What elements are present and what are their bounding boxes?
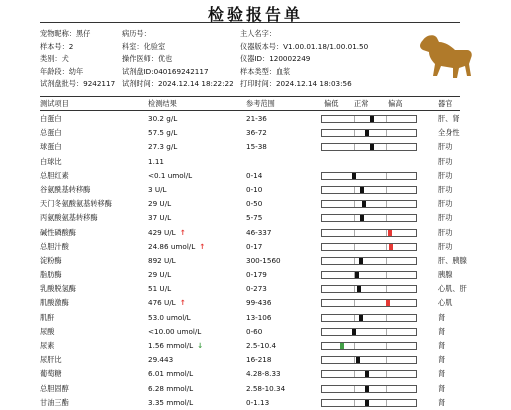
result-value: 37 U/L [148,213,172,223]
range-indicator-bar [321,143,417,151]
test-result [148,226,238,240]
range-marker [356,357,360,363]
range-marker [365,400,369,406]
table-row [40,367,470,381]
reference-range: 0-60 [246,326,263,336]
result-value: 27.3 g/L [148,142,178,152]
reference-range: 0-50 [246,199,263,209]
result-value: 3 U/L [148,184,167,194]
table-row [40,325,470,339]
test-result [148,254,238,268]
range-indicator-bar [321,229,417,237]
organ-label: 心肌 [438,298,453,308]
test-name: 尿酸 [40,326,55,336]
test-name: 尿素 [40,341,55,350]
range-marker [389,244,393,250]
reagent-disc-id-field: 试剂盘ID:040169242117 [122,66,209,76]
test-result [148,353,238,367]
reference-range: 5-75 [246,213,263,223]
range-indicator-bar [321,299,417,307]
test-result [148,296,238,310]
table-row [40,254,470,268]
table-row [40,112,470,126]
result-value: 1.11 [148,156,165,166]
table-row [40,282,470,296]
header-normal: 正常 [354,99,369,108]
header-reference: 参考范围 [246,99,275,108]
header-divider [40,110,460,111]
high-flag-icon: ↑ [199,241,206,251]
info-divider [40,96,460,97]
test-name: 碱性磷酸酶 [40,227,76,237]
range-marker [386,300,390,306]
reference-range: 0-10 [246,184,263,194]
organ-label: 肝功 [438,199,453,209]
test-result [148,396,238,410]
range-marker [370,116,374,122]
range-indicator-bar [321,214,417,222]
test-result [148,325,238,339]
department-field: 科室：化验室 [122,41,166,51]
organ-label: 肾 [438,383,446,393]
results-table [40,112,470,410]
range-indicator-bar [321,172,417,180]
table-row [40,197,470,211]
range-indicator-bar [321,186,417,194]
reference-range: 300-1560 [246,255,281,265]
range-indicator-bar [321,314,417,322]
header-high: 偏高 [388,99,403,108]
test-name: 天门冬氨酸氨基转移酶 [40,199,112,209]
range-marker [340,343,344,349]
range-indicator-bar [321,200,417,208]
table-row [40,353,470,367]
result-value: <10.00 umol/L [148,326,202,336]
report-title: 检验报告单 [207,5,303,24]
test-result [148,211,238,225]
info-row [40,28,420,41]
result-value: 476 U/L [148,298,176,308]
organ-label: 肾 [438,355,446,365]
organ-label: 肝功 [438,213,453,223]
table-row [40,226,470,240]
record-number-field: 病历号： [122,29,151,38]
title-divider [40,22,460,23]
test-name: 谷氨酰基转移酶 [40,184,91,194]
instrument-version-field: 仪器版本号：V1.00.01.18/1.00.01.50 [240,41,369,51]
sample-type-field: 样本类型：血浆 [240,66,291,76]
range-indicator-bar [321,243,417,251]
result-value: 3.35 mmol/L [148,397,194,407]
organ-label: 肝功 [438,156,453,166]
table-row [40,311,470,325]
organ-label: 肝功 [438,142,453,152]
reference-range: 0-273 [246,284,267,294]
organ-label: 肾 [438,341,446,350]
reference-range: 21-36 [246,114,267,123]
table-row [40,396,470,410]
info-row [40,41,420,54]
result-value: 24.86 umol/L [148,241,196,251]
range-indicator-bar [321,257,417,265]
range-marker [352,173,356,179]
test-name: 白蛋白 [40,114,62,123]
range-indicator-bar [321,115,417,123]
test-time-field: 试剂时间：2024.12.14 18:22:22 [122,79,234,88]
range-indicator-bar [321,342,417,350]
result-value: 30.2 g/L [148,114,178,123]
organ-label: 肾 [438,397,446,407]
range-marker [365,371,369,377]
header-result: 检测结果 [148,99,177,108]
result-value: 29 U/L [148,270,172,280]
test-name: 肌酸激酶 [40,298,69,308]
table-row [40,382,470,396]
result-value: 6.28 mmol/L [148,383,194,393]
test-name: 总胆汁酸 [40,241,69,251]
range-marker [355,272,359,278]
owner-name-field: 主人名字： [240,29,276,38]
test-name: 丙氨酸氨基转移酶 [40,213,98,223]
table-row [40,183,470,197]
reference-range: 15-38 [246,142,267,152]
result-value: 51 U/L [148,284,172,294]
test-result [148,240,238,254]
range-indicator-bar [321,129,417,137]
test-result [148,382,238,396]
reference-range: 2.5-10.4 [246,341,277,350]
result-value: 6.01 mmol/L [148,369,194,379]
organ-label: 全身性 [438,128,460,138]
header-organ: 器官 [438,99,453,108]
organ-label: 肝功 [438,170,453,180]
test-result [148,282,238,296]
reference-range: 99-436 [246,298,272,308]
organ-label: 肾 [438,312,446,322]
reference-range: 13-106 [246,312,272,322]
header-item: 测试项目 [40,99,69,108]
organ-label: 肾 [438,369,446,379]
reference-range: 0-17 [246,241,263,251]
info-row [40,66,420,79]
range-indicator-bar [321,370,417,378]
range-marker [365,386,369,392]
test-result [148,197,238,211]
organ-label: 肝、胰腺 [438,255,467,265]
table-row [40,339,470,353]
test-name: 白球比 [40,156,62,166]
test-result [148,367,238,381]
range-marker [365,130,369,136]
test-name: 总胆固醇 [40,383,69,393]
table-header [40,99,460,109]
info-row [40,53,420,66]
result-value: 29 U/L [148,199,172,209]
test-result [148,155,238,169]
test-name: 脂肪酶 [40,270,62,280]
reference-range: 0-1.13 [246,397,270,407]
info-row [40,78,420,91]
instrument-id-field: 仪器ID：120002249 [240,54,311,63]
dog-logo-icon [415,30,477,86]
age-group-field: 年龄段：幼年 [40,66,84,76]
test-name: 甘油三酯 [40,397,69,407]
reference-range: 0-14 [246,170,263,180]
result-value: 57.5 g/L [148,128,178,138]
pet-name-field: 宠物昵称：黑仔 [40,29,91,38]
test-result [148,112,238,126]
reference-range: 2.58-10.34 [246,383,286,393]
test-name: 乳酸脱氢酶 [40,284,76,294]
range-marker [352,329,356,335]
range-marker [362,201,366,207]
range-marker [370,144,374,150]
range-marker [359,258,363,264]
organ-label: 心肌、肝 [438,284,467,294]
result-value: 29.443 [148,355,174,365]
test-name: 总蛋白 [40,128,62,138]
print-time-field: 打印时间：2024.12.14 18:03:56 [240,79,352,88]
table-row [40,296,470,310]
table-row [40,240,470,254]
table-row [40,126,470,140]
result-value: 1.56 mmol/L [148,341,194,350]
test-result [148,311,238,325]
range-marker [359,315,363,321]
test-result [148,268,238,282]
range-indicator-bar [321,271,417,279]
low-flag-icon: ↓ [197,341,204,350]
test-result [148,169,238,183]
table-row [40,140,470,154]
range-indicator-bar [321,285,417,293]
table-row [40,268,470,282]
range-marker [357,286,361,292]
range-marker [388,230,392,236]
test-result [148,140,238,154]
reagent-batch-field: 试剂盘批号：9242117 [40,79,116,88]
table-row [40,169,470,183]
range-indicator-bar [321,356,417,364]
test-name: 肌酐 [40,312,55,322]
test-name: 葡萄糖 [40,369,62,379]
test-name: 总胆红素 [40,170,69,180]
reference-range: 0-179 [246,270,267,280]
range-indicator-bar [321,385,417,393]
result-value: 892 U/L [148,255,176,265]
organ-label: 胰腺 [438,270,453,280]
organ-label: 肝功 [438,227,453,237]
test-name: 尿肝比 [40,355,62,365]
reference-range: 4.28-8.33 [246,369,281,379]
species-field: 类别：犬 [40,54,69,63]
high-flag-icon: ↑ [179,227,186,237]
range-marker [360,215,364,221]
operator-field: 操作医师：优也 [122,54,173,63]
patient-info-block [40,28,420,91]
range-indicator-bar [321,328,417,336]
header-low: 偏低 [324,99,339,108]
table-row [40,211,470,225]
reference-range: 46-337 [246,227,272,237]
reference-range: 16-218 [246,355,272,365]
test-result [148,339,238,353]
result-value: <0.1 umol/L [148,170,193,180]
table-row [40,155,470,169]
test-result [148,126,238,140]
high-flag-icon: ↑ [179,298,186,308]
test-name: 淀粉酶 [40,255,62,265]
sample-number-field: 样本号：2 [40,41,74,51]
organ-label: 肝、肾 [438,114,460,123]
organ-label: 肝功 [438,184,453,194]
test-result [148,183,238,197]
result-value: 53.0 umol/L [148,312,191,322]
test-name: 球蛋白 [40,142,62,152]
organ-label: 肝功 [438,241,453,251]
organ-label: 肾 [438,326,446,336]
result-value: 429 U/L [148,227,176,237]
reference-range: 36-72 [246,128,267,138]
range-marker [360,187,364,193]
